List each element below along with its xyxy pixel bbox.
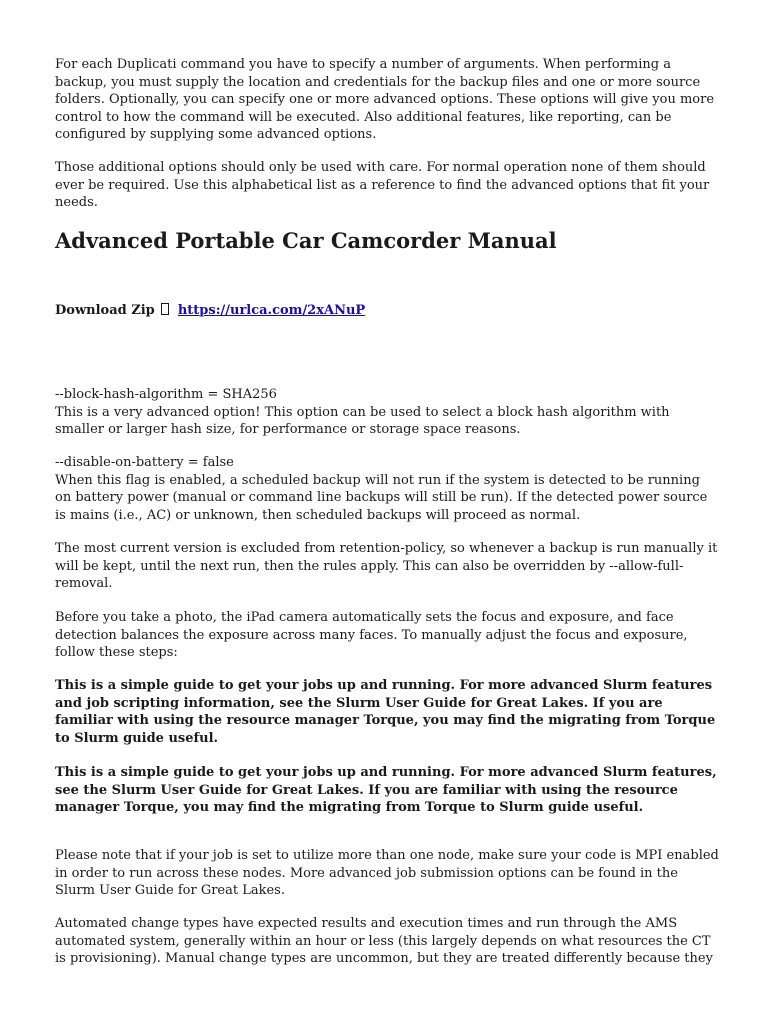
option-block-hash <box>55 386 720 439</box>
intro-paragraph-2 <box>55 159 720 212</box>
intro-paragraph-1 <box>55 56 720 144</box>
slurm-text-2: This is a simple guide to get your jobs up and running. For more advanced Slurm features, see the Slurm User Guide for Great Lakes. If you are familiar with using the resource manager Torque, you may find the migrating from Torque to Slurm guide useful. <box>55 765 717 816</box>
ams-paragraph <box>55 915 720 968</box>
option-disable-on-battery <box>55 454 720 524</box>
option-description: This is a very advanced option! This option can be used to select a block hash algorithm with smaller or larger hash size, for performance or storage space reasons. <box>55 404 670 438</box>
option-name: --block-hash-algorithm = SHA256 <box>55 387 277 402</box>
slurm-paragraph-2 <box>55 764 720 817</box>
page-title: Advanced Portable Car Camcorder Manual <box>55 228 557 253</box>
missing-glyph-icon <box>161 303 169 315</box>
mpi-text: Please note that if your job is set to utilize more than one node, make sure your code is MPI enabled in order to run across these nodes. More advanced job submission options can be found in the Slurm User Guide for Great Lakes. <box>55 848 719 899</box>
retention-paragraph <box>55 540 720 593</box>
download-line <box>55 302 365 320</box>
option-name: --disable-on-battery = false <box>55 455 234 470</box>
mpi-paragraph <box>55 847 720 900</box>
ams-text: Automated change types have expected results and execution times and run through the AMS automated system, generally within an hour or less (this largely depends on what resources the CT is provisioning). Manual change types are uncommon, but they are treated differently because they <box>55 916 713 967</box>
intro-text-1: For each Duplicati command you have to specify a number of arguments. When performing a backup, you must supply the location and credentials for the backup files and one or more source folders. Optionally, you can specify one or more advanced options. These options will give you more control to how the command will be executed. Also additional features, like reporting, can be configured by supplying some advanced options. <box>55 57 715 143</box>
slurm-text-1: This is a simple guide to get your jobs up and running. For more advanced Slurm features and job scripting information, see the Slurm User Guide for Great Lakes. If you are familiar with using the resource manager Torque, you may find the migrating from Torque to Slurm guide useful. <box>55 678 716 746</box>
intro-text-2: Those additional options should only be used with care. For normal operation none of them should ever be required. Use this alphabetical list as a reference to find the advanced options that fit your needs. <box>55 160 710 211</box>
download-label: Download Zip <box>55 303 155 318</box>
download-link[interactable]: https://urlca.com/2xANuP <box>177 303 366 318</box>
retention-text: The most current version is excluded from retention-policy, so whenever a backup is run manually it will be kept, until the next run, then the rules apply. This can also be overridden by --allow-full-removal. <box>55 541 718 592</box>
option-description: When this flag is enabled, a scheduled backup will not run if the system is detected to be running on battery power (manual or command line backups will still be run). If the detected power source is mains (i.e., AC) or unknown, then scheduled backups will proceed as normal. <box>55 472 708 523</box>
ipad-text: Before you take a photo, the iPad camera automatically sets the focus and exposure, and face detection balances the exposure across many faces. To manually adjust the focus and exposure, follow these steps: <box>55 610 688 661</box>
slurm-paragraph-1 <box>55 677 720 747</box>
ipad-paragraph <box>55 609 720 662</box>
